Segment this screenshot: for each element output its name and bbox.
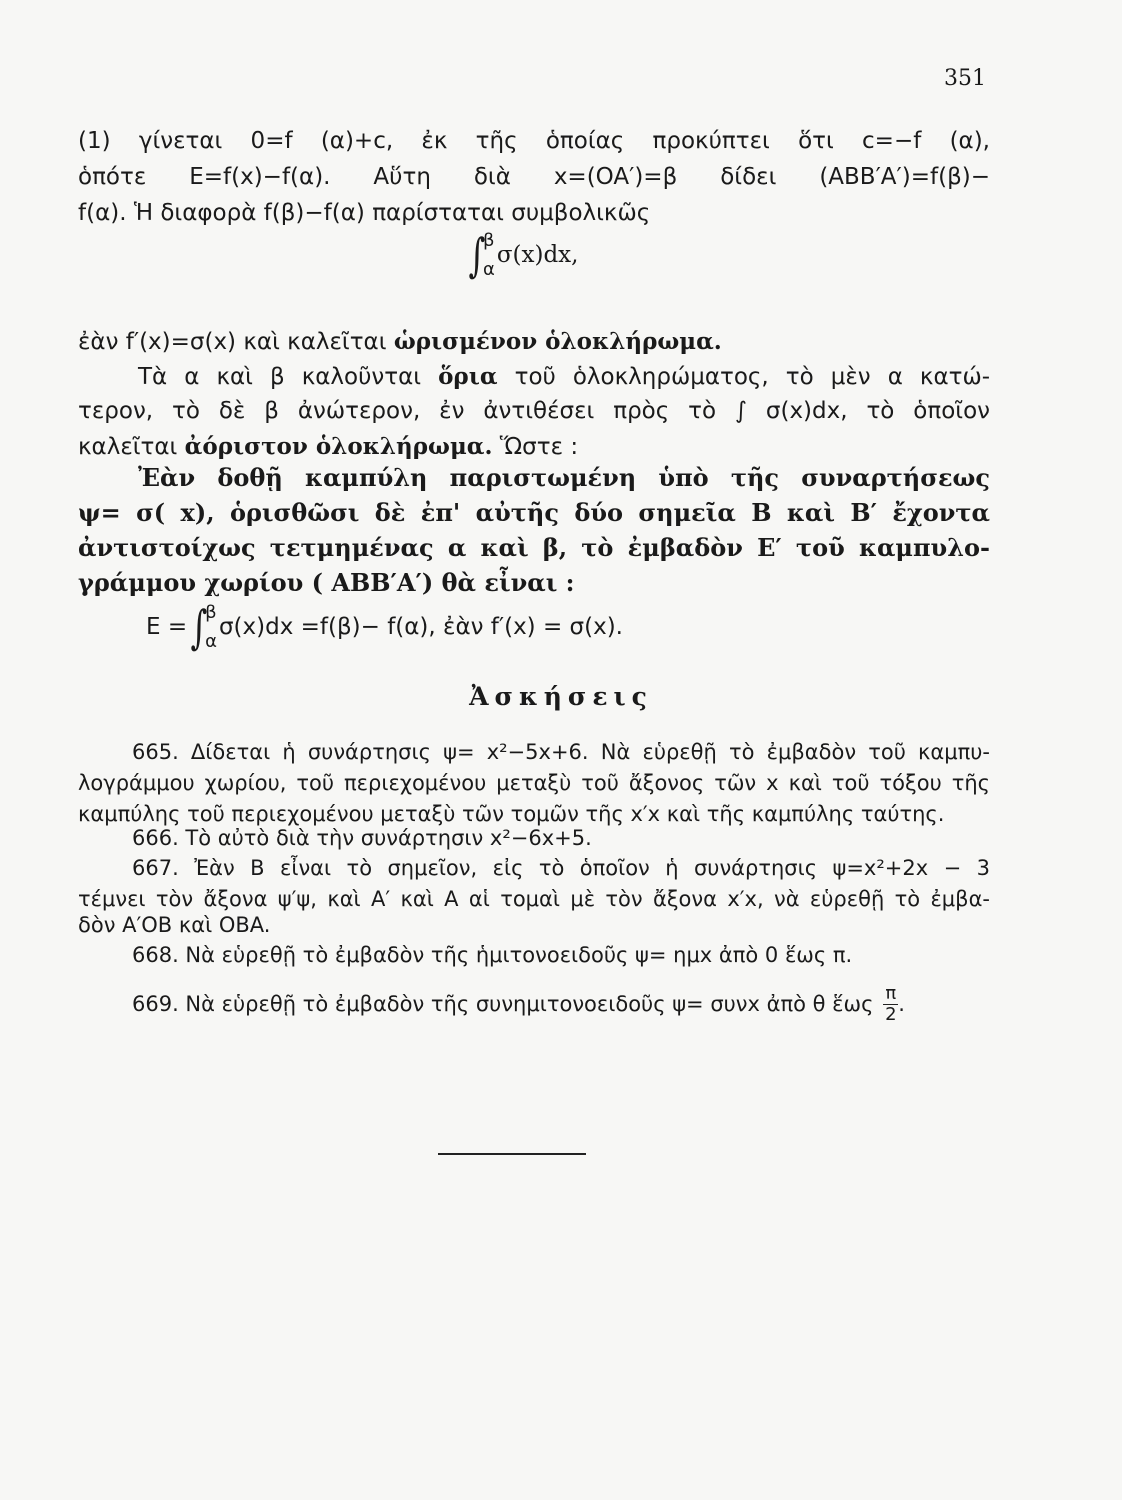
- exercise-667-line-2: τέμνει τὸν ἄξονα ψ′ψ, καὶ A′ καὶ A αἱ τομαὶ μὲ τὸν ἄξονα x′x, νὰ εὑρεθῇ τὸ ἐμβα-: [78, 887, 990, 911]
- exercise-669: [78, 984, 1044, 1025]
- formula-upper-limit: β: [205, 602, 217, 623]
- theorem-line-4: γράμμου χωρίου ( ABB′A′) θὰ εἶναι :: [78, 568, 575, 597]
- exercise-667-line-3: δὸν A′OB καὶ OBA.: [78, 913, 271, 937]
- para2-line-3: [78, 433, 990, 462]
- definition-term: ὡρισμένον ὁλοκλήρωμα.: [393, 328, 722, 355]
- integral-lower-limit: α: [482, 259, 495, 280]
- exercise-666: 666. Τὸ αὐτὸ διὰ τὴν συνάρτησιν x²−6x+5.: [132, 826, 592, 850]
- exercise-669-text: 669. Νὰ εὑρεθῇ τὸ ἐμβαδὸν τῆς συνημιτονοειδοῦς ψ= συνx ἀπὸ θ ἕως: [132, 991, 874, 1016]
- para2-l3-term: ἀόριστον ὁλοκλήρωμα.: [184, 433, 493, 460]
- para2-l1-pre: Τὰ α καὶ β καλοῦνται: [138, 364, 439, 390]
- integral-display: [465, 228, 578, 282]
- formula-lhs: E =: [146, 614, 188, 640]
- para2-l1-post: τοῦ ὁλοκληρώματος, τὸ μὲν α κατώ-: [497, 364, 991, 390]
- theorem-line-3: ἀντιστοίχως τετμημένας α καὶ β, τὸ ἐμβαδὸν E′ τοῦ καμπυλο-: [78, 533, 990, 562]
- integral-sign-icon: ∫: [468, 228, 486, 282]
- exercise-665-line-2: λογράμμου χωρίου, τοῦ περιεχομένου μεταξὺ τοῦ ἄξονος τῶν x καὶ τοῦ τόξου τῆς: [78, 771, 990, 795]
- area-formula: [146, 600, 623, 654]
- body-line-3: f(α). Ἡ διαφορὰ f(β)−f(α) παρίσταται συμβολικῶς: [78, 200, 651, 226]
- fraction-pi-over-2: [883, 984, 898, 1025]
- fraction-numerator: π: [885, 983, 897, 1004]
- integral-sign-icon: ∫: [190, 600, 208, 654]
- para2-line-1: [78, 363, 990, 392]
- fraction-denominator: 2: [885, 1003, 897, 1025]
- definition-text: ἐὰν f′(x)=σ(x) καὶ καλεῖται: [78, 329, 394, 355]
- exercise-665-line-3: καμπύλης τοῦ περιεχομένου μεταξὺ τῶν τομῶν τῆς x′x καὶ τῆς καμπύλης ταύτης.: [78, 802, 945, 826]
- body-line-1: (1) γίνεται 0=f (α)+c, ἐκ τῆς ὁποίας προκύπτει ὅτι c=−f (α),: [78, 128, 990, 154]
- exercise-668: 668. Νὰ εὑρεθῇ τὸ ἐμβαδὸν τῆς ἡμιτονοειδοῦς ψ= ημx ἀπὸ 0 ἕως π.: [132, 943, 853, 967]
- definition-line: [78, 328, 990, 357]
- formula-rhs: σ(x)dx =f(β)− f(α), ἐὰν f′(x) = σ(x).: [218, 614, 623, 640]
- exercise-665-line-1: 665. Δίδεται ἡ συνάρτησις ψ= x²−5x+6. Νὰ εὑρεθῇ τὸ ἐμβαδὸν τοῦ καμπυ-: [132, 740, 990, 764]
- section-end-rule: [438, 1153, 586, 1155]
- para2-l3-pre: καλεῖται: [78, 434, 185, 460]
- exercise-667-line-1: 667. Ἐὰν B εἶναι τὸ σημεῖον, εἰς τὸ ὁποῖον ἡ συνάρτησις ψ=x²+2x − 3: [132, 856, 990, 880]
- integral-expression: σ(x)dx,: [496, 242, 579, 268]
- page-number: 351: [944, 66, 986, 91]
- formula-lower-limit: α: [205, 631, 217, 652]
- integral-upper-limit: β: [482, 230, 495, 251]
- theorem-line-2: ψ= σ( x), ὁρισθῶσι δὲ ἐπ' αὐτῆς δύο σημεῖα B καὶ B′ ἔχοντα: [78, 498, 990, 527]
- theorem-line-1: Ἐὰν δοθῇ καμπύλη παριστωμένη ὑπὸ τῆς συναρτήσεως: [138, 463, 990, 492]
- exercises-heading: Ἀσκήσεις: [469, 682, 653, 711]
- para2-l3-post: Ὥστε :: [492, 434, 579, 460]
- para2-l1-term: ὅρια: [438, 363, 498, 390]
- body-line-2: ὁπότε E=f(x)−f(α). Αὕτη διὰ x=(OA′)=β δίδει (ABB′A′)=f(β)−: [78, 164, 990, 190]
- exercise-669-end: .: [898, 991, 905, 1016]
- para2-line-2: τερον, τὸ δὲ β ἀνώτερον, ἐν ἀντιθέσει πρὸς τὸ ∫ σ(x)dx, τὸ ὁποῖον: [78, 398, 990, 424]
